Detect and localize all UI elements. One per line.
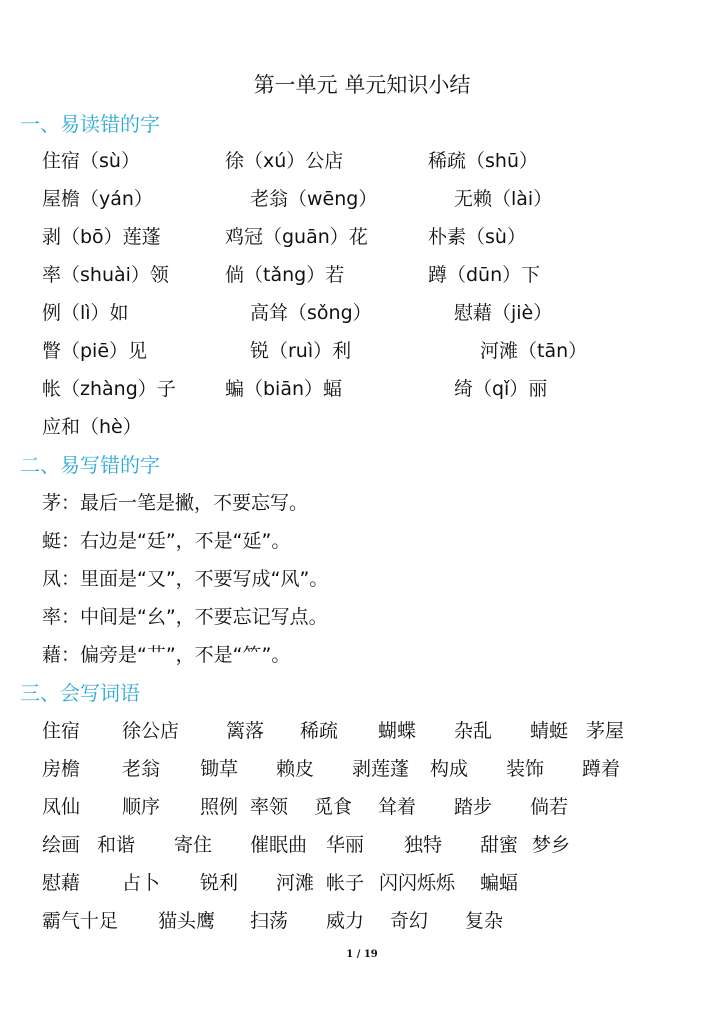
pinyin-item: 帐（zhàng）子 <box>42 378 176 400</box>
vocab-word: 率领 <box>250 796 289 818</box>
vocab-word: 照例 <box>200 796 239 818</box>
pinyin-item: 稀疏（shū） <box>428 150 538 172</box>
vocab-word: 梦乡 <box>532 834 571 856</box>
pinyin-item: 蝙（biān）蝠 <box>225 378 343 400</box>
vocab-word: 帐子 <box>326 872 365 894</box>
writing-note: 凤：里面是“又”，不要写成“风”。 <box>42 568 329 590</box>
pinyin-item: 慰藉（jiè） <box>454 302 553 324</box>
vocab-word: 威力 <box>326 910 365 932</box>
vocab-word: 倘若 <box>530 796 569 818</box>
vocab-word: 和谐 <box>97 834 136 856</box>
vocab-word: 寄住 <box>174 834 213 856</box>
pinyin-item: 蹲（dūn）下 <box>428 264 541 286</box>
vocab-word: 河滩 <box>276 872 315 894</box>
section-heading-easy-miswrite: 二、易写错的字 <box>20 453 160 477</box>
vocab-word: 茅屋 <box>586 720 625 742</box>
page-title: 第一单元 单元知识小结 <box>253 73 471 97</box>
pinyin-item: 瞥（piē）见 <box>42 340 148 362</box>
pinyin-item: 锐（ruì）利 <box>250 340 352 362</box>
pinyin-item: 高耸（sǒng） <box>250 302 372 324</box>
vocab-word: 绘画 <box>42 834 81 856</box>
vocab-word: 稀疏 <box>300 720 339 742</box>
pinyin-item: 住宿（sù） <box>42 150 140 172</box>
vocab-word: 顺序 <box>122 796 161 818</box>
pinyin-item: 率（shuài）领 <box>42 264 169 286</box>
pinyin-item: 应和（hè） <box>42 416 142 438</box>
vocab-word: 杂乱 <box>454 720 493 742</box>
vocab-word: 占卜 <box>122 872 161 894</box>
section-heading-vocabulary: 三、会写词语 <box>20 681 140 705</box>
vocab-word: 构成 <box>430 758 469 780</box>
writing-note: 蜓：右边是“廷”，不是“延”。 <box>42 530 291 552</box>
vocab-word: 霸气十足 <box>42 910 119 932</box>
vocab-word: 锄草 <box>200 758 239 780</box>
vocab-word: 复杂 <box>465 910 504 932</box>
pinyin-item: 例（lì）如 <box>42 302 129 324</box>
vocab-word: 装饰 <box>506 758 545 780</box>
pinyin-item: 剥（bō）莲蓬 <box>42 226 161 248</box>
pinyin-item: 鸡冠（guān）花 <box>225 226 368 248</box>
vocab-word: 老翁 <box>122 758 161 780</box>
vocab-word: 蝴蝶 <box>378 720 417 742</box>
pinyin-item: 屋檐（yán） <box>42 188 153 210</box>
writing-note: 率：中间是“幺”，不要忘记写点。 <box>42 606 328 628</box>
vocab-word: 催眠曲 <box>250 834 308 856</box>
vocab-word: 锐利 <box>200 872 239 894</box>
vocab-word: 猫头鹰 <box>158 910 216 932</box>
pinyin-item: 朴素（sù） <box>428 226 526 248</box>
vocab-word: 房檐 <box>42 758 81 780</box>
vocab-word: 凤仙 <box>42 796 81 818</box>
vocab-word: 蝙蝠 <box>480 872 519 894</box>
page-number: 1 / 19 <box>346 949 378 960</box>
writing-note: 茅：最后一笔是撇，不要忘写。 <box>42 492 309 514</box>
pinyin-item: 徐（xú）公店 <box>225 150 344 172</box>
vocab-word: 赖皮 <box>276 758 315 780</box>
vocab-word: 踏步 <box>454 796 493 818</box>
vocab-word: 奇幻 <box>390 910 429 932</box>
pinyin-item: 河滩（tān） <box>480 340 588 362</box>
vocab-word: 住宿 <box>42 720 81 742</box>
vocab-word: 慰藉 <box>42 872 81 894</box>
vocab-word: 闪闪烁烁 <box>379 872 456 894</box>
vocab-word: 觅食 <box>314 796 353 818</box>
writing-note: 藉：偏旁是“艹”，不是“⺮”。 <box>42 644 291 666</box>
vocab-word: 剥莲蓬 <box>352 758 410 780</box>
vocab-word: 蜻蜓 <box>530 720 569 742</box>
vocab-word: 甜蜜 <box>480 834 519 856</box>
pinyin-item: 绮（qǐ）丽 <box>454 378 548 400</box>
vocab-word: 华丽 <box>326 834 365 856</box>
vocab-word: 蹲着 <box>582 758 621 780</box>
pinyin-item: 无赖（lài） <box>454 188 553 210</box>
vocab-word: 徐公店 <box>122 720 180 742</box>
pinyin-item: 倘（tǎng）若 <box>225 264 345 286</box>
vocab-word: 独特 <box>404 834 443 856</box>
vocab-word: 耸着 <box>378 796 417 818</box>
vocab-word: 扫荡 <box>250 910 289 932</box>
vocab-word: 篱落 <box>226 720 265 742</box>
pinyin-item: 老翁（wēng） <box>250 188 378 210</box>
section-heading-easy-misread: 一、易读错的字 <box>20 112 160 136</box>
